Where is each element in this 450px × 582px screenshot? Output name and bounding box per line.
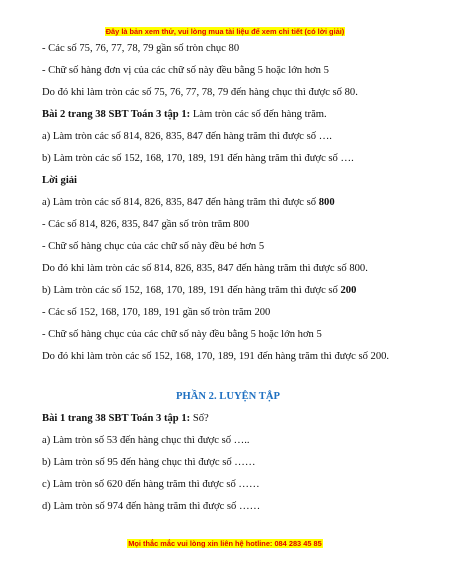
hotline-banner-text: Mọi thắc mắc vui lòng xin liên hệ hotline: 084 283 45 85 [128, 539, 322, 548]
exercise-2-label: Bài 2 trang 38 SBT Toán 3 tập 1: [42, 109, 191, 120]
preview-banner-text: Đây là bản xem thử, vui lòng mua tài liệu để xem chi tiết (có lời giải) [105, 27, 345, 36]
exercise-1-part-c: c) Làm tròn số 620 đến hàng trăm thì được số …… [42, 479, 260, 490]
exercise-1-title [42, 412, 414, 434]
solution-heading [42, 174, 414, 196]
exercise-1-prompt: Số? [190, 413, 209, 424]
exercise-1-part-a: a) Làm tròn số 53 đến hàng chục thì được số ….. [42, 435, 250, 446]
part-2-heading: PHẦN 2. LUYỆN TẬP [176, 391, 280, 402]
solution-label: Lời giải [42, 175, 78, 186]
paragraph: - Các số 152, 168, 170, 189, 191 gần số tròn trăm 200 [42, 307, 271, 318]
exercise-2-part-a: a) Làm tròn các số 814, 826, 835, 847 đến hàng trăm thì được số …. [42, 131, 332, 142]
document-body [42, 42, 414, 522]
exercise-1-part-d: d) Làm tròn số 974 đến hàng trăm thì được số …… [42, 501, 261, 512]
paragraph: - Chữ số hàng chục của các chữ số này đều bé hơn 5 [42, 241, 265, 252]
paragraph: - Chữ số hàng chục của các chữ số này đều bằng 5 hoặc lớn hơn 5 [42, 329, 322, 340]
paragraph: - Các số 814, 826, 835, 847 gần số tròn trăm 800 [42, 219, 250, 230]
solution-part-b [42, 284, 414, 306]
exercise-1-label: Bài 1 trang 38 SBT Toán 3 tập 1: [42, 413, 191, 424]
exercise-2-title [42, 108, 414, 130]
paragraph: - Chữ số hàng đơn vị của các chữ số này đều bằng 5 hoặc lớn hơn 5 [42, 65, 329, 76]
exercise-2-part-b: b) Làm tròn các số 152, 168, 170, 189, 191 đến hàng trăm thì được số …. [42, 153, 354, 164]
solution-a-answer: 800 [318, 197, 335, 208]
solution-a-text: a) Làm tròn các số 814, 826, 835, 847 đến hàng trăm thì được số [42, 197, 319, 208]
exercise-2-prompt: Làm tròn các số đến hàng trăm. [190, 109, 327, 120]
preview-banner [0, 27, 450, 37]
paragraph: Do đó khi làm tròn các số 75, 76, 77, 78, 79 đến hàng chục thì được số 80. [42, 87, 358, 98]
hotline-banner [0, 539, 450, 549]
paragraph: - Các số 75, 76, 77, 78, 79 gần số tròn chục 80 [42, 43, 240, 54]
solution-b-text: b) Làm tròn các số 152, 168, 170, 189, 191 đến hàng trăm thì được số [42, 285, 341, 296]
paragraph: Do đó khi làm tròn các số 814, 826, 835, 847 đến hàng trăm thì được số 800. [42, 263, 368, 274]
solution-part-a [42, 196, 414, 218]
spacer [42, 372, 414, 390]
exercise-1-part-b: b) Làm tròn số 95 đến hàng chục thì được số …… [42, 457, 256, 468]
paragraph: Do đó khi làm tròn các số 152, 168, 170, 189, 191 đến hàng trăm thì được số 200. [42, 351, 390, 362]
solution-b-answer: 200 [340, 285, 357, 296]
